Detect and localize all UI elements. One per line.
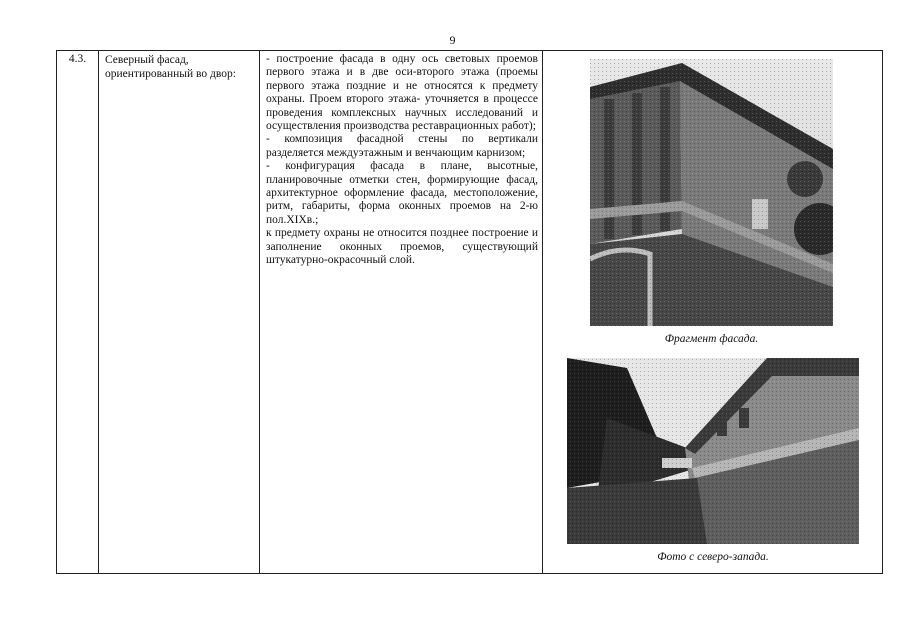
row-index-cell: [57, 51, 99, 574]
element-name: Северный фасад, ориентированный во двор:: [105, 54, 236, 80]
photo-caption: Фрагмент фасада.: [664, 333, 759, 345]
description-cell: [260, 51, 543, 574]
element-name-cell: [99, 51, 260, 574]
facade-fragment-photo: [590, 59, 833, 326]
description-item: - построение фасада в одну ось световых проемов первого этажа и в две оси-второго этажа (проемы первого этажа поздние и не относятся к предмету охраны. Проем второго этажа- уточняется в процессе проведения комплексных научных исследований и осуществления производства реставрационных работ);: [266, 53, 538, 133]
description-item: к предмету охраны не относится позднее построение и заполнение оконных проемов, существующий штукатурно-окрасочный слой.: [266, 227, 538, 267]
page-number: 9: [449, 33, 456, 47]
description-item: - конфигурация фасада в плане, высотные, планировочные отметки стен, формирующие фасад, архитектурное оформление фасада, местоположение, ритм, габариты, форма оконных проемов на 2-ю пол.XIXв.;: [266, 160, 538, 226]
photo-caption: Фото с северо-запада.: [657, 551, 769, 563]
protection-subject-table: [56, 50, 883, 574]
description-item: - композиция фасадной стены по вертикали разделяется междуэтажным и венчающим карнизом;: [266, 133, 538, 159]
table-row: [57, 51, 883, 574]
northwest-view-photo: [567, 358, 859, 544]
row-index: 4.3.: [68, 53, 87, 65]
photo-cell: [543, 51, 883, 574]
